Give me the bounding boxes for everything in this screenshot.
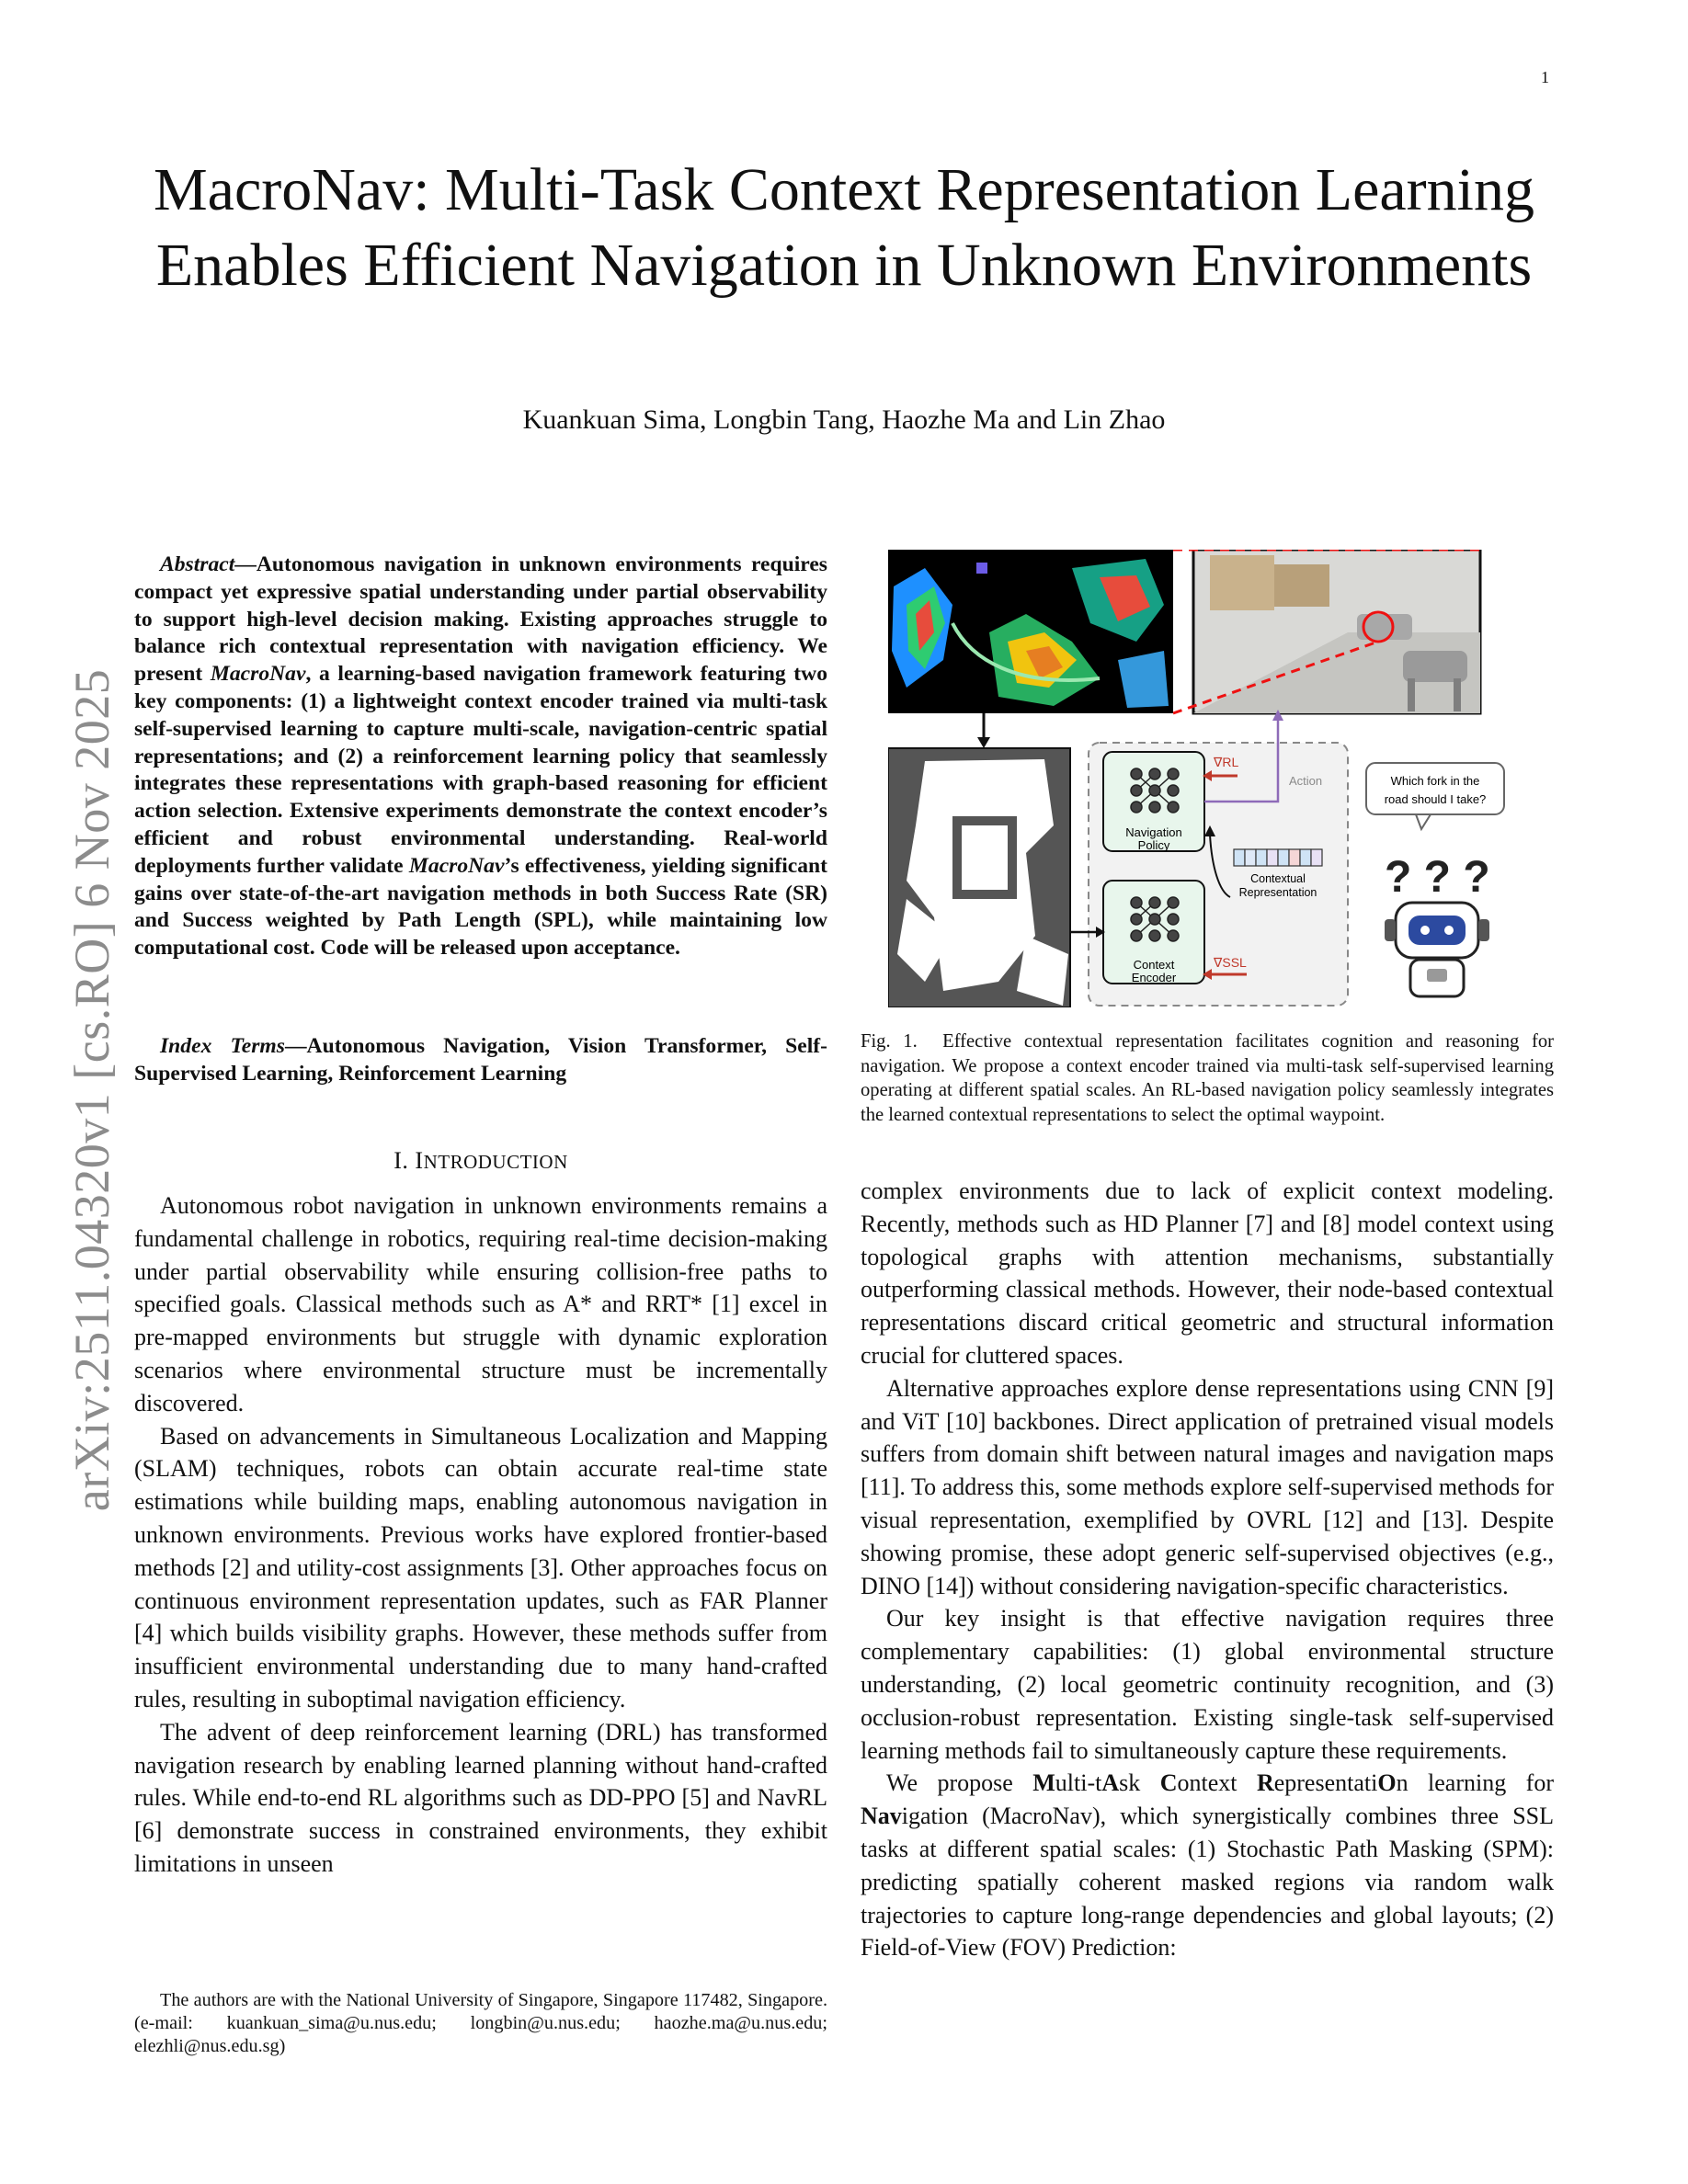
abstract-text-3: ’s effectiveness, yielding significant gains over state-of-the-art navigation methods in both Success Rate (SR) and Success weighted by Path Length (SPL), while maintaining low computational cost. Code will be released upon acceptance. — [134, 853, 828, 961]
nav-policy-label-1: Navigation — [1125, 825, 1182, 839]
ctx-rep-label-2: Representation — [1238, 886, 1317, 899]
encoder-network-icon — [1131, 897, 1179, 941]
arxiv-identifier: arXiv:2511.04320v1 [cs.RO] 6 Nov 2025 — [64, 668, 120, 1512]
abstract-text-2: , a learning-based navigation framework featuring two key components: (1) a lightweight context encoder trained via multi-task self-supervised learning to capture multi-scale, navigation-centric spatial representations; and (2) a reinforcement learning policy that seamlessly integrates these representations with graph-based reasoning for efficient action selection. Extensive experiments demonstrate the context encoder’s efficient and robust environmental understanding. Real-world deployments further validate — [134, 662, 827, 878]
page-number: 1 — [1541, 68, 1549, 86]
paragraph: Alternative approaches explore dense representations using CNN [9] and ViT [10] backbones. Direct application of pretrained visual models suffers from domain shift between natural images and navigation maps [11]. To address this, some methods explore self-supervised methods for visual representation, exemplified by OVRL [12] and [13]. Despite showing promise, these adopt generic self-supervised objectives (e.g., DINO [14]) without considering navigation-specific characteristics. — [861, 1374, 1554, 1599]
index-terms — [134, 1033, 827, 1088]
context-encoder-label-1: Context — [1133, 958, 1175, 972]
paragraph: The advent of deep reinforcement learning (DRL) has transformed navigation research by enabling learned planning without hand-crafted rules. While end-to-end RL algorithms such as DD-PPO [5] and NavRL [6] demonstrate success in constrained environments, they exhibit limitations in unseen — [134, 1718, 827, 1877]
robot-icon — [1385, 903, 1489, 996]
abstract-name-1: MacroNav — [210, 662, 306, 687]
right-column-body — [861, 1175, 1554, 1964]
question-marks: ? ? ? — [1385, 853, 1490, 902]
left-column-body — [134, 1189, 827, 1881]
grad-ssl-label: ∇SSL — [1214, 955, 1247, 970]
context-encoder-label-2: Encoder — [1131, 971, 1177, 984]
paper-title: MacroNav: Multi-Task Context Representation Learning Enables Efficient Navigation in Unknown Environments — [154, 156, 1534, 299]
paragraph: complex environments due to lack of explicit context modeling. Recently, methods such as HD Planner [7] and [8] model context using topological graphs with attention mechanisms, substantially outperforming classical methods. However, their node-based contextual representations discard critical geometric and structural information crucial for cluttered spaces. — [861, 1177, 1554, 1369]
abstract-name-2: MacroNav — [408, 853, 505, 878]
ctx-rep-label-1: Contextual — [1250, 872, 1306, 885]
abstract-dash: — — [234, 552, 257, 576]
caption-text: Effective contextual representation facilitates cognition and reasoning for navigation. We propose a context encoder trained via multi-task self-supervised learning operating at different spatial scales. An RL-based navigation policy seamlessly integrates the learned contextual representations to select the optimal waypoint. — [861, 1031, 1554, 1125]
section-heading: I. INTRODUCTION — [393, 1147, 568, 1174]
abstract-label: Abstract — [160, 552, 235, 576]
index-terms-text: Autonomous Navigation, Vision Transformer, Self-Supervised Learning, Reinforcement Learning — [134, 1034, 827, 1086]
figure-caption — [861, 1029, 1554, 1127]
affiliation-footnote: The authors are with the National University of Singapore, Singapore 117482, Singapore. (e-mail: kuankuan_sima@u.nus.edu; longbin@u.nus.edu; haozhe.ma@u.nus.edu; elezhli@nus.edu.sg) — [134, 1990, 827, 2056]
nav-policy-label-2: Policy — [1137, 838, 1170, 852]
bubble-line-2: road should I take? — [1384, 792, 1487, 806]
speech-bubble — [1366, 763, 1504, 814]
figure-1-diagram — [888, 550, 1523, 1007]
figure-1 — [888, 550, 1523, 1007]
action-label: Action — [1289, 774, 1323, 788]
index-terms-dash: — — [284, 1034, 307, 1058]
caption-label: Fig. 1. — [861, 1031, 918, 1052]
paragraph: Our key insight is that effective navigation requires three complementary capabilities: (1) global environmental structure understanding, (2) local geometric continuity recognition, and (3) occlusion-robust representation. Existing single-task self-supervised learning methods fail to simultaneously capture these requirements. — [861, 1605, 1554, 1764]
bubble-line-1: Which fork in the — [1390, 774, 1480, 788]
paragraph: Based on advancements in Simultaneous Localization and Mapping (SLAM) techniques, robots can obtain accurate real-time state estimations while building maps, enabling autonomous navigation in unknown environments. Previous works have explored frontier-based methods [2] and utility-cost assignments [3]. Other approaches focus on continuous environment representation updates, such as FAR Planner [4] which builds visibility graphs. However, these methods suffer from insufficient environmental understanding due to many hand-crafted rules, resulting in suboptimal navigation efficiency. — [134, 1422, 827, 1712]
grad-rl-label: ∇RL — [1214, 755, 1239, 769]
paragraph: Autonomous robot navigation in unknown environments remains a fundamental challenge in robotics, requiring real-time decision-making under partial observability while ensuring collision-free paths to specified goals. Classical methods such as A* and RRT* [1] excel in pre-mapped environments but struggle with dynamic exploration scenarios where environmental structure must be incrementally discovered. — [134, 1192, 827, 1416]
authors: Kuankuan Sima, Longbin Tang, Haozhe Ma and Lin Zhao — [522, 404, 1166, 435]
nav-network-icon — [1131, 768, 1179, 813]
proposal-paragraph: We propose Multi-tAsk Context RepresentatiOn learning for Navigation (MacroNav), which synergistically combines three SSL tasks at different spatial scales: (1) Stochastic Path Masking (SPM): predicting spatially coherent masked regions via random walk trajectories to capture long-range dependencies and global layouts; (2) Field-of-View (FOV) Prediction: — [861, 1769, 1554, 1962]
abstract — [134, 552, 827, 962]
abstract-text-1: Autonomous navigation in unknown environments requires compact yet expressive spatial understanding under partial observability to support high-level decision making. Existing approaches struggle to balance rich contextual representation with navigation efficiency. We present — [134, 552, 827, 687]
index-terms-label: Index Terms — [160, 1034, 285, 1058]
contextual-representation-vector — [1234, 849, 1322, 866]
